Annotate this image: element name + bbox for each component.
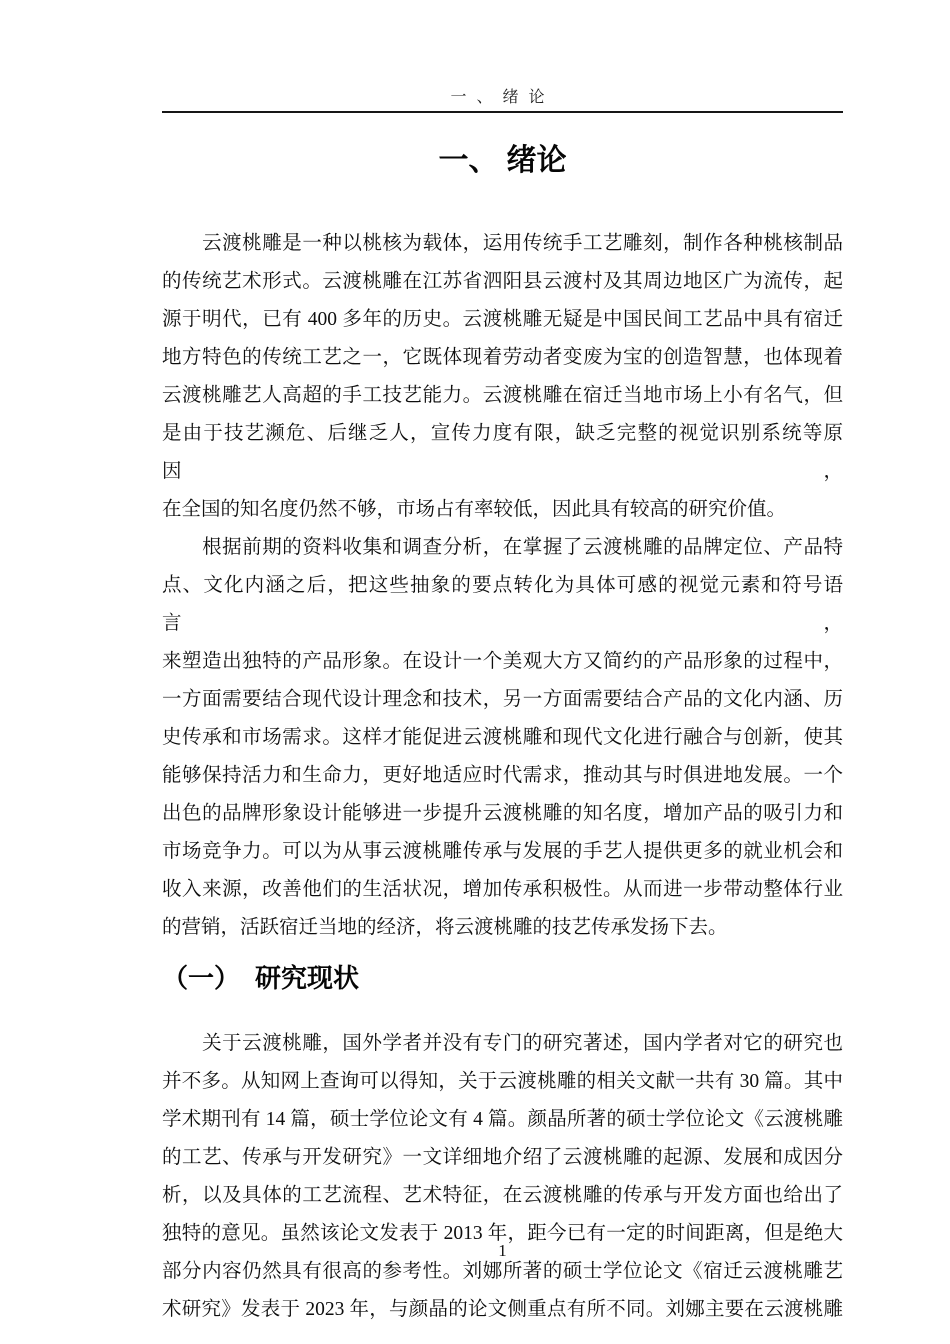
running-header-text: 一、绪论 (450, 89, 555, 106)
intro-paragraph-1 (162, 225, 843, 529)
text-line: 学术期刊有 14 篇，硕士学位论文有 4 篇。颜晶所著的硕士学位论文《云渡桃雕 (162, 1109, 843, 1130)
text-line: 的传统艺术形式。云渡桃雕在江苏省泗阳县云渡村及其周边地区广为流传，起 (162, 271, 843, 292)
section-number: （一） (162, 963, 241, 993)
chapter-title (162, 144, 843, 177)
text-line: 收入来源，改善他们的生活状况，增加传承积极性。从而进一步带动整体行业 (162, 879, 843, 900)
text-line: 市场竞争力。可以为从事云渡桃雕传承与发展的手艺人提供更多的就业机会和 (162, 841, 843, 862)
intro-paragraph-2 (162, 529, 843, 947)
text-line: 的营销，活跃宿迁当地的经济，将云渡桃雕的技艺传承发扬下去。 (162, 917, 728, 938)
text-line: 析，以及具体的工艺流程、艺术特征，在云渡桃雕的传承与开发方面也给出了 (162, 1185, 843, 1206)
text-line: 根据前期的资料收集和调查分析，在掌握了云渡桃雕的品牌定位、产品特 (162, 537, 843, 558)
text-line: 点、文化内涵之后，把这些抽象的要点转化为具体可感的视觉元素和符号语言， (162, 575, 843, 634)
text-line: 的工艺、传承与开发研究》一文详细地介绍了云渡桃雕的起源、发展和成因分 (162, 1147, 843, 1168)
text-line: 术研究》发表于 2023 年，与颜晶的论文侧重点有所不同。刘娜主要在云渡桃雕 (162, 1299, 843, 1320)
text-line: 云渡桃雕艺人高超的手工技艺能力。云渡桃雕在宿迁当地市场上小有名气，但 (162, 385, 843, 406)
text-line: 地方特色的传统工艺之一，它既体现着劳动者变废为宝的创造智慧，也体现着 (162, 347, 843, 368)
text-line: 部分内容仍然具有很高的参考性。刘娜所著的硕士学位论文《宿迁云渡桃雕艺 (162, 1261, 843, 1282)
text-line: 一方面需要结合现代设计理念和技术，另一方面需要结合产品的文化内涵、历 (162, 689, 843, 710)
text-line: 史传承和市场需求。这样才能促进云渡桃雕和现代文化进行融合与创新，使其 (162, 727, 843, 748)
text-line: 关于云渡桃雕，国外学者并没有专门的研究著述，国内学者对它的研究也 (162, 1033, 843, 1054)
text-line: 云渡桃雕是一种以桃核为载体，运用传统手工艺雕刻，制作各种桃核制品 (162, 233, 843, 254)
running-header (162, 88, 843, 113)
text-line: 并不多。从知网上查询可以得知，关于云渡桃雕的相关文献一共有 30 篇。其中 (162, 1071, 843, 1092)
text-line: 在全国的知名度仍然不够，市场占有率较低，因此具有较高的研究价值。 (162, 499, 787, 520)
chapter-number: 一、 (438, 144, 499, 177)
section-heading-label: 研究现状 (255, 963, 360, 993)
text-line: 出色的品牌形象设计能够进一步提升云渡桃雕的知名度，增加产品的吸引力和 (162, 803, 843, 824)
research-status-paragraph-1 (162, 1025, 843, 1329)
body-text-column (162, 225, 843, 1329)
text-line: 能够保持活力和生命力，更好地适应时代需求，推动其与时俱进地发展。一个 (162, 765, 843, 786)
text-line: 是由于技艺濒危、后继乏人，宣传力度有限，缺乏完整的视觉识别系统等原因， (162, 423, 843, 482)
chapter-title-label: 绪论 (506, 144, 567, 177)
text-line: 来塑造出独特的产品形象。在设计一个美观大方又简约的产品形象的过程中， (162, 651, 843, 672)
section-heading (162, 958, 843, 998)
text-line: 源于明代，已有 400 多年的历史。云渡桃雕无疑是中国民间工艺品中具有宿迁 (162, 309, 843, 330)
text-line: 独特的意见。虽然该论文发表于 2013 年，距今已有一定的时间距离，但是绝大 (162, 1223, 843, 1244)
page-number: 1 (498, 1241, 507, 1260)
